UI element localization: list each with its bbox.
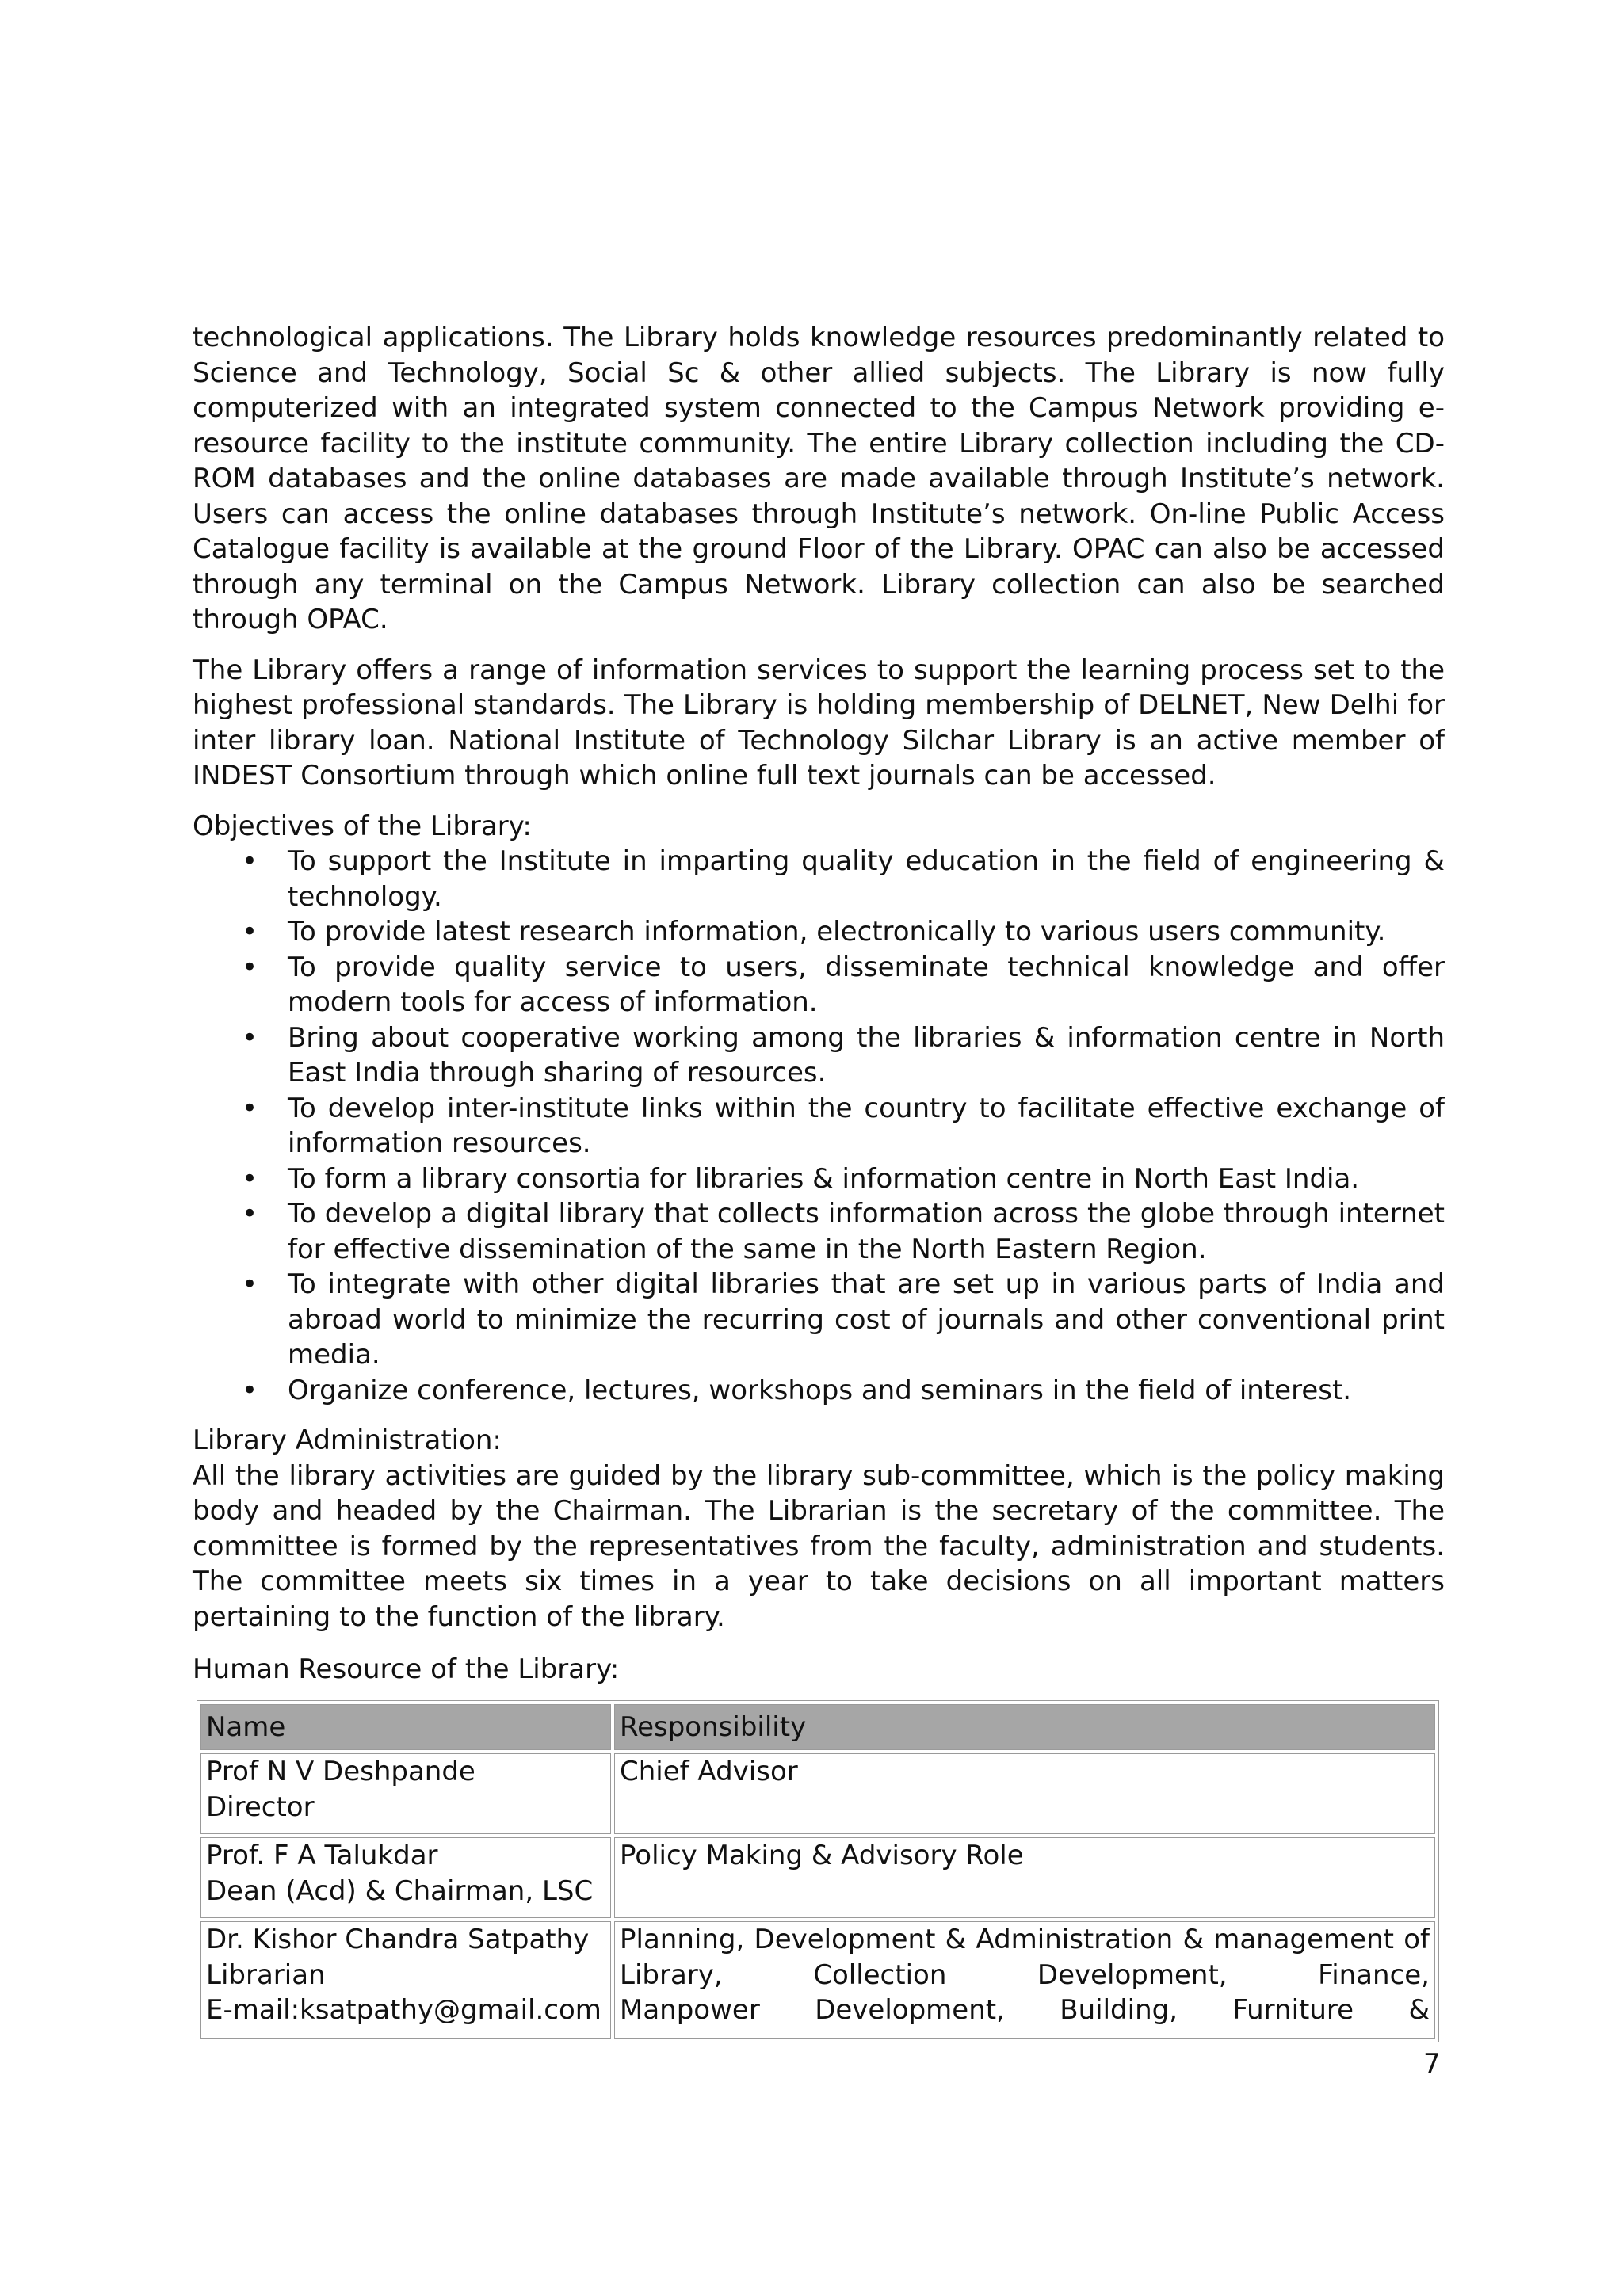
table-row <box>200 1837 1435 1918</box>
document-body <box>193 320 1445 1688</box>
responsibility-cell: Policy Making & Advisory Role <box>614 1837 1435 1918</box>
list-item: • Organize conference, lectures, workshops and seminars in the field of interest. <box>193 1373 1445 1409</box>
column-header-responsibility: Responsibility <box>614 1704 1435 1750</box>
responsibility-line: Planning, Development & Administration & management of <box>620 1924 1430 1955</box>
name-cell <box>200 1753 611 1834</box>
name-cell <box>200 1837 611 1918</box>
person-title: Director <box>206 1791 315 1823</box>
responsibility-cell <box>614 1921 1435 2039</box>
name-cell <box>200 1921 611 2039</box>
administration-heading: Library Administration: <box>193 1425 502 1456</box>
person-name: Dr. Kishor Chandra Satpathy <box>206 1924 590 1955</box>
list-item: • Bring about cooperative working among the libraries & information centre in North East India through sharing of resources. <box>193 1020 1445 1091</box>
table-header-row <box>200 1704 1435 1750</box>
responsibility-cell: Chief Advisor <box>614 1753 1435 1834</box>
intro-paragraph: technological applications. The Library holds knowledge resources predominantly related to Science and Technology, Social Sc & other allied subjects. The Library is now fully computerized with an integrated system connected to the Campus Network providing e-resource facility to the institute community. The entire Library collection including the CD-ROM databases and the online databases are made available through Institute’s network. Users can access the online databases through Institute’s network. On-line Public Access Catalogue facility is available at the ground Floor of the Library. OPAC can also be accessed through any terminal on the Campus Network. Library collection can also be searched through OPAC. <box>193 322 1445 635</box>
person-title: Dean (Acd) & Chairman, LSC <box>206 1875 594 1907</box>
list-item: • To provide quality service to users, disseminate technical knowledge and offer modern tools for access of information. <box>193 950 1445 1020</box>
human-resource-heading: Human Resource of the Library: <box>193 1653 620 1685</box>
objectives-heading: Objectives of the Library: <box>193 810 532 842</box>
list-item: • To form a library consortia for libraries & information centre in North East India. <box>193 1161 1445 1197</box>
objectives-list <box>193 844 1445 1408</box>
list-item: • To integrate with other digital libraries that are set up in various parts of India and abroad world to minimize the recurring cost of journals and other conventional print media. <box>193 1267 1445 1373</box>
administration-paragraph: All the library activities are guided by the library sub-committee, which is the policy making body and headed by the Chairman. The Librarian is the secretary of the committee. The committee is formed by the representatives from the faculty, administration and students. The committee meets six times in a year to take decisions on all important matters pertaining to the function of the library. <box>193 1459 1445 1633</box>
person-name: Prof N V Deshpande <box>206 1756 475 1787</box>
services-paragraph: The Library offers a range of information services to support the learning process set to the highest professional standards. The Library is holding membership of DELNET, New Delhi for inter library loan. National Institute of Technology Silchar Library is an active member of INDEST Consortium through which online full text journals can be accessed. <box>193 654 1445 791</box>
list-item: • To provide latest research information, electronically to various users community. <box>193 914 1445 950</box>
table-row <box>200 1921 1435 2039</box>
list-item: • To develop a digital library that collects information across the globe through internet for effective dissemination of the same in the North Eastern Region. <box>193 1196 1445 1267</box>
list-item: • To develop inter-institute links within the country to facilitate effective exchange of information resources. <box>193 1091 1445 1161</box>
person-title: Librarian <box>206 1958 326 1991</box>
page-number: 7 <box>1423 2048 1441 2080</box>
table-row <box>200 1753 1435 1834</box>
responsibility-line: Manpower Development, Building, Furniture & <box>620 1994 1430 2026</box>
person-name: Prof. F A Talukdar <box>206 1840 438 1871</box>
human-resource-table <box>197 1700 1439 2042</box>
list-item: • To support the Institute in imparting quality education in the field of engineering & technology. <box>193 844 1445 914</box>
responsibility-line: Library, Collection Development, Finance, <box>620 1958 1430 1991</box>
person-email: E-mail:ksatpathy@gmail.com <box>206 1994 601 2026</box>
column-header-name: Name <box>200 1704 611 1750</box>
